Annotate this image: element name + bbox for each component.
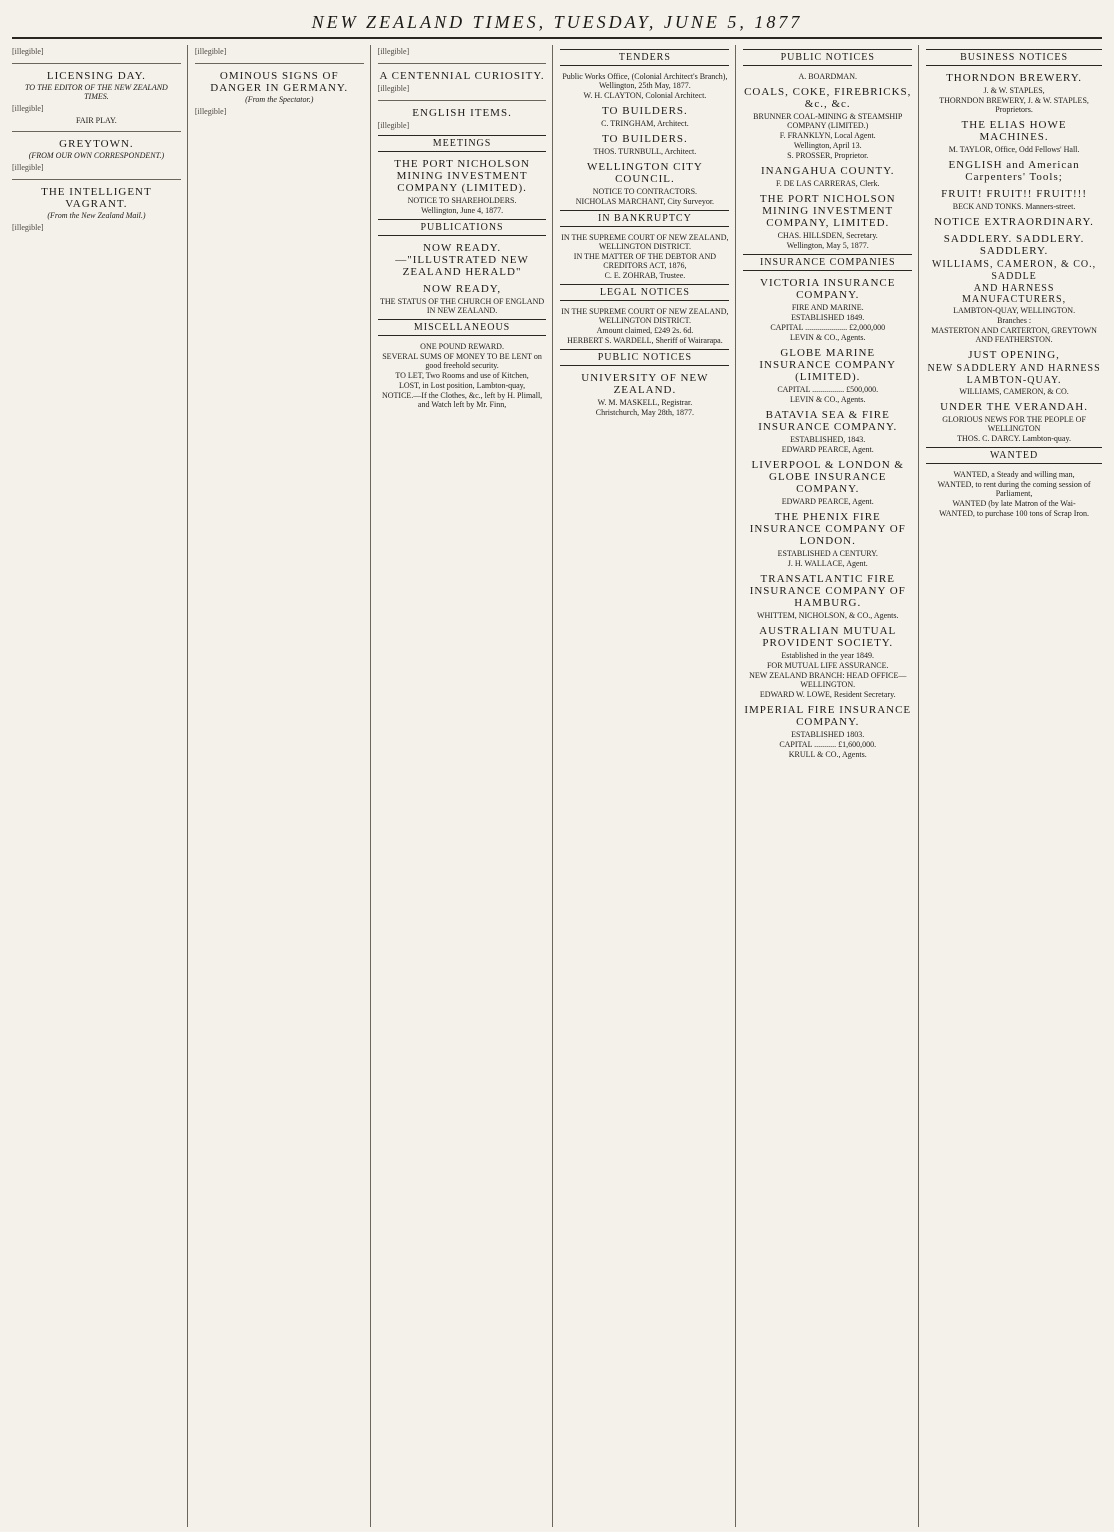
notice-line: LAMBTON-QUAY, WELLINGTON.: [953, 306, 1076, 315]
signature: THOS. TURNBULL, Architect.: [593, 147, 697, 156]
notice-title: SADDLERY. SADDLERY. SADDLERY.: [943, 233, 1085, 257]
notice-date: Christchurch, May 28th, 1877.: [595, 408, 695, 417]
notice-line: IN THE SUPREME COURT OF NEW ZEALAND, WELLINGTON DISTRICT.: [561, 233, 729, 251]
notice-title: NOTICE EXTRAORDINARY.: [934, 216, 1094, 228]
notice-line: ONE POUND REWARD.: [420, 342, 504, 351]
notice-title: INANGAHUA COUNTY.: [760, 165, 895, 177]
notice-line: ESTABLISHED 1849.: [791, 313, 865, 322]
notice-title: TO BUILDERS.: [602, 133, 688, 145]
notice-line: Amount claimed, £249 2s. 6d.: [596, 326, 694, 335]
signature: KRULL & CO., Agents.: [788, 750, 867, 759]
masthead: NEW ZEALAND TIMES, TUESDAY, JUNE 5, 1877: [12, 12, 1102, 39]
notice-line: WANTED, a Steady and willing man,: [953, 470, 1075, 479]
signature: BECK AND TONKS. Manners-street.: [952, 202, 1076, 211]
notice-title: NOW READY.—"ILLUSTRATED NEW ZEALAND HERALD": [395, 242, 529, 278]
article-title-english-items: ENGLISH ITEMS.: [412, 107, 512, 119]
notice-title: COALS, COKE, FIREBRICKS, &c., &c.: [744, 86, 912, 110]
notice-line: TO LET, Two Rooms and use of Kitchen,: [395, 371, 529, 380]
article-subtitle: (FROM OUR OWN CORRESPONDENT.): [28, 151, 165, 160]
notice-line: WANTED, to purchase 100 tons of Scrap Iron.: [939, 509, 1090, 518]
section-header-miscellaneous: MISCELLANEOUS: [378, 319, 547, 336]
notice-line: LOST, in Lost position, Lambton-quay,: [398, 381, 526, 390]
column-3: [378, 45, 554, 1527]
notice-date: Wellington, April 13.: [793, 141, 862, 150]
signature: C. E. ZOHRAB, Trustee.: [604, 271, 686, 280]
notice-title: WELLINGTON CITY COUNCIL.: [586, 161, 703, 185]
notice-title: TRANSATLANTIC FIRE INSURANCE COMPANY OF HAMBURG.: [749, 573, 906, 609]
notice-line: CAPITAL ..................... £2,000,000: [770, 323, 886, 332]
notice-line: CAPITAL ........... £1,600,000.: [779, 740, 877, 749]
notice-title: VICTORIA INSURANCE COMPANY.: [760, 277, 896, 301]
notice-line: WANTED (by late Matron of the Wai-: [952, 499, 1076, 508]
article-body: [illegible]: [194, 47, 227, 56]
notice-title: FRUIT! FRUIT!! FRUIT!!!: [941, 188, 1087, 200]
article-body: [illegible]: [377, 84, 410, 93]
signature: W. M. MASKELL, Registrar.: [597, 398, 693, 407]
section-header-public-notices: PUBLIC NOTICES: [560, 349, 729, 366]
article-body: [illegible]: [12, 104, 44, 113]
column-1: [12, 45, 188, 1527]
notice-title: LIVERPOOL & LONDON & GLOBE INSURANCE COMPANY.: [751, 459, 904, 495]
notice-subtitle: FOR MUTUAL LIFE ASSURANCE.: [766, 661, 889, 670]
notice-line: ESTABLISHED, 1843.: [790, 435, 866, 444]
signature: LEVIN & CO., Agents.: [789, 395, 866, 404]
section-header-insurance: INSURANCE COMPANIES: [743, 254, 912, 271]
section-header-tenders: TENDERS: [560, 49, 729, 66]
article-body: [illegible]: [12, 47, 44, 56]
section-header-business: BUSINESS NOTICES: [926, 49, 1102, 66]
signature: M. TAYLOR, Office, Odd Fellows' Hall.: [948, 145, 1080, 154]
notice-title: AUSTRALIAN MUTUAL PROVIDENT SOCIETY.: [759, 625, 897, 649]
notice-line: NOTICE.—If the Clothes, &c., left by H. Plimall, and Watch left by Mr. Finn,: [381, 391, 543, 409]
notice-title: THORNDON BREWERY.: [946, 72, 1083, 84]
article-subtitle: (From the Spectator.): [245, 95, 314, 104]
article-subtitle: TO THE EDITOR OF THE NEW ZEALAND TIMES.: [25, 83, 168, 101]
notice-title: ENGLISH and American Carpenters' Tools;: [948, 159, 1080, 183]
notice-title: THE PHENIX FIRE INSURANCE COMPANY OF LONDON.: [749, 511, 906, 547]
article-title-vagrant: THE INTELLIGENT VAGRANT.: [41, 186, 152, 210]
column-4: [560, 45, 736, 1527]
section-header-public-notices: PUBLIC NOTICES: [743, 49, 912, 66]
article-body: [illegible]: [12, 163, 44, 172]
signature: HERBERT S. WARDELL, Sheriff of Wairarapa.: [567, 336, 723, 345]
article-subtitle: (From the New Zealand Mail.): [47, 211, 146, 220]
notice-line: IN THE MATTER OF THE DEBTOR AND CREDITORS ACT, 1876,: [573, 252, 717, 270]
notice-title: UNDER THE VERANDAH.: [940, 401, 1088, 413]
signature: THOS. C. DARCY. Lambton-quay.: [957, 434, 1071, 443]
notice-title: UNIVERSITY OF NEW ZEALAND.: [581, 372, 709, 396]
signature: F. DE LAS CARRERAS, Clerk.: [775, 179, 880, 188]
notice-title: JUST OPENING,: [968, 349, 1060, 361]
article-body: [illegible]: [377, 47, 410, 56]
signature: F. FRANKLYN, Local Agent.: [779, 131, 876, 140]
notice-subtitle: NOTICE TO CONTRACTORS.: [592, 187, 698, 196]
notice-subtitle: GLORIOUS NEWS FOR THE PEOPLE OF WELLINGTON: [942, 415, 1086, 433]
notice-date: Wellington, June 4, 1877.: [421, 206, 504, 215]
notice-subtitle: NEW SADDLERY AND HARNESS: [927, 363, 1101, 374]
signature: W. H. CLAYTON, Colonial Architect.: [583, 91, 707, 100]
notice-line: WANTED, to rent during the coming session of Parliament,: [937, 480, 1091, 498]
article-body: [illegible]: [194, 107, 227, 116]
notice-line: ESTABLISHED A CENTURY.: [777, 549, 878, 558]
notice-line: Branches :: [997, 316, 1032, 325]
notice-line: ESTABLISHED 1803.: [791, 730, 865, 739]
notice-line: MASTERTON AND CARTERTON, GREYTOWN AND FEATHERSTON.: [931, 326, 1097, 344]
notice-line: Public Works Office, (Colonial Architect's Branch), Wellington, 25th May, 1877.: [562, 72, 728, 90]
notice-title: GLOBE MARINE INSURANCE COMPANY (LIMITED).: [759, 347, 897, 383]
notice-title: IMPERIAL FIRE INSURANCE COMPANY.: [744, 704, 912, 728]
signature: A. BOARDMAN.: [798, 72, 857, 81]
article-body: [illegible]: [377, 121, 410, 130]
notice-title: THE PORT NICHOLSON MINING INVESTMENT COMPANY (LIMITED).: [394, 158, 530, 194]
signature: C. TRINGHAM, Architect.: [601, 119, 689, 128]
column-2: [195, 45, 371, 1527]
notice-subtitle: THE STATUS OF THE CHURCH OF ENGLAND IN NEW ZEALAND.: [380, 297, 545, 315]
notice-line: AND HARNESS MANUFACTURERS,: [962, 283, 1067, 305]
notice-subtitle: NOTICE TO SHAREHOLDERS.: [407, 196, 517, 205]
signature: THORNDON BREWERY, J. & W. STAPLES, Proprietors.: [939, 96, 1089, 114]
signature: WHITTEM, NICHOLSON, & CO., Agents.: [756, 611, 899, 620]
signature: EDWARD PEARCE, Agent.: [781, 445, 874, 454]
notice-line: SEVERAL SUMS OF MONEY TO BE LENT on good freehold security.: [382, 352, 542, 370]
signature: CHAS. HILLSDEN, Secretary.: [777, 231, 878, 240]
notice-title: NOW READY,: [423, 283, 502, 295]
notice-title: BATAVIA SEA & FIRE INSURANCE COMPANY.: [758, 409, 898, 433]
notice-subtitle: WILLIAMS, CAMERON, & CO.,: [931, 259, 1097, 270]
notice-subtitle: J. & W. STAPLES,: [983, 86, 1045, 95]
section-header-bankruptcy: IN BANKRUPTCY: [560, 210, 729, 227]
article-title-ominous: OMINOUS SIGNS OF DANGER IN GERMANY.: [210, 70, 349, 94]
article-title-licensing: LICENSING DAY.: [46, 70, 146, 82]
notice-title: THE PORT NICHOLSON MINING INVESTMENT COMPANY, LIMITED.: [759, 193, 896, 229]
notice-title: TO BUILDERS.: [602, 105, 688, 117]
notice-title: THE ELIAS HOWE MACHINES.: [961, 119, 1067, 143]
article-title-centennial: A CENTENNIAL CURIOSITY.: [379, 70, 545, 82]
column-5: [743, 45, 919, 1527]
notice-line: LAMBTON-QUAY.: [966, 375, 1062, 386]
section-header-legal: LEGAL NOTICES: [560, 284, 729, 301]
notice-line: Established in the year 1849.: [781, 651, 875, 660]
section-header-publications: PUBLICATIONS: [378, 219, 547, 236]
notice-date: Wellington, May 5, 1877.: [786, 241, 869, 250]
section-header-meetings: MEETINGS: [378, 135, 547, 152]
signature: J. H. WALLACE, Agent.: [787, 559, 868, 568]
columns: [12, 45, 1102, 1527]
article-title-greytown: GREYTOWN.: [59, 138, 134, 150]
column-6: [926, 45, 1102, 1527]
notice-line: NEW ZEALAND BRANCH: HEAD OFFICE—WELLINGTON.: [749, 671, 907, 689]
notice-subtitle: FIRE AND MARINE.: [791, 303, 864, 312]
article-body: [illegible]: [12, 223, 44, 232]
notice-line: CAPITAL ................ £500,000.: [777, 385, 879, 394]
signature: FAIR PLAY.: [76, 116, 117, 125]
signature: NICHOLAS MARCHANT, City Surveyor.: [575, 197, 715, 206]
signature: LEVIN & CO., Agents.: [789, 333, 866, 342]
signature: EDWARD PEARCE, Agent.: [781, 497, 874, 506]
signature: S. PROSSER, Proprietor.: [787, 151, 869, 160]
notice-line: SADDLE: [991, 271, 1037, 282]
notice-subtitle: BRUNNER COAL-MINING & STEAMSHIP COMPANY (LIMITED.): [753, 112, 903, 130]
notice-line: IN THE SUPREME COURT OF NEW ZEALAND, WELLINGTON DISTRICT.: [561, 307, 729, 325]
signature: WILLIAMS, CAMERON, & CO.: [959, 387, 1069, 396]
section-header-wanted: WANTED: [926, 447, 1102, 464]
signature: EDWARD W. LOWE, Resident Secretary.: [759, 690, 896, 699]
